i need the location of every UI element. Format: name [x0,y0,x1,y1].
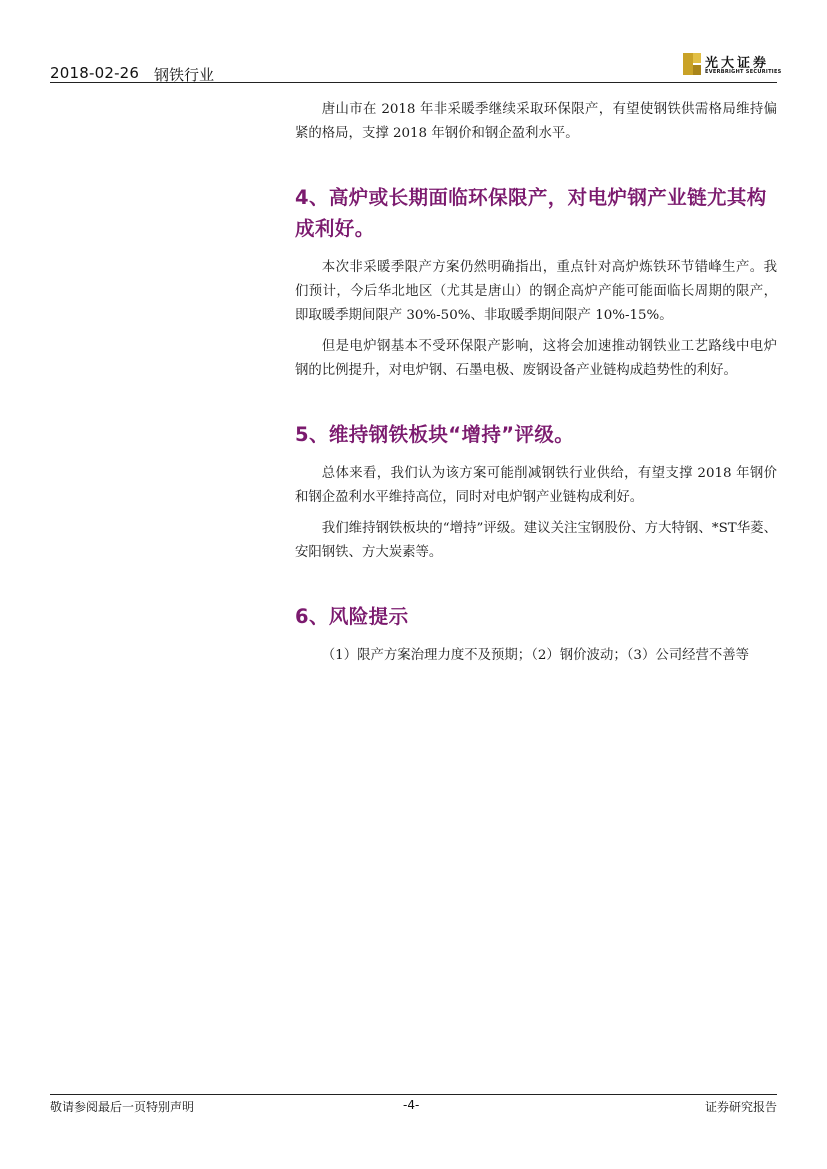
section-4-heading: 4、高炉或长期面临环保限产，对电炉钢产业链尤其构成利好。 [295,186,767,240]
report-type-label: 证券研究报告 [704,1100,777,1114]
section-4-paragraph-2: 但是电炉钢基本不受环保限产影响，这将会加速推动钢铁业工艺路线中电炉钢的比例提升，对电炉钢、石墨电极、废钢设备产业链构成趋势性的利好。 [295,339,777,378]
logo-text-cn: 光大证券 [705,56,770,71]
section-4-paragraph-1: 本次非采暖季限产方案仍然明确指出，重点针对高炉炼铁环节错峰生产。我们预计，今后华北地区（尤其是唐山）的钢企高炉产能可能面临长周期的限产，即取暖季期间限产 30%-50%、非取暖季期间限产 10%-15%。 [295,260,777,323]
section-6-heading: 6、风险提示 [295,605,409,628]
section-6-paragraph-1: （1）限产方案治理力度不及预期；（2）钢价波动；（3）公司经营不善等 [321,648,750,663]
industry-label: 钢铁行业 [154,66,215,84]
page-number: -4- [403,1098,420,1112]
header-divider [50,82,777,83]
report-date: 2018-02-26 [50,64,140,82]
logo-text-en: EVERBRIGHT SECURITIES [705,69,782,75]
company-logo [683,52,782,80]
intro-paragraph: 唐山市在 2018 年非采暖季继续采取环保限产，有望使钢铁供需格局维持偏紧的格局，支撑 2018 年钢价和钢企盈利水平。 [295,102,777,141]
section-6 [295,601,777,668]
footer-divider [50,1094,777,1095]
report-body [295,98,777,668]
logo-mark-icon [683,53,701,75]
section-4 [295,182,777,383]
section-5-paragraph-1: 总体来看，我们认为该方案可能削减钢铁行业供给，有望支撑 2018 年钢价和钢企盈利水平维持高位，同时对电炉钢产业链构成利好。 [295,466,777,505]
section-5-paragraph-2: 我们维持钢铁板块的“增持”评级。建议关注宝钢股份、方大特钢、*ST华菱、安阳钢铁、方大炭素等。 [295,521,777,560]
section-5 [295,419,777,565]
footer-disclaimer: 敬请参阅最后一页特别声明 [50,1100,195,1114]
section-5-heading: 5、维持钢铁板块“增持”评级。 [295,423,575,446]
